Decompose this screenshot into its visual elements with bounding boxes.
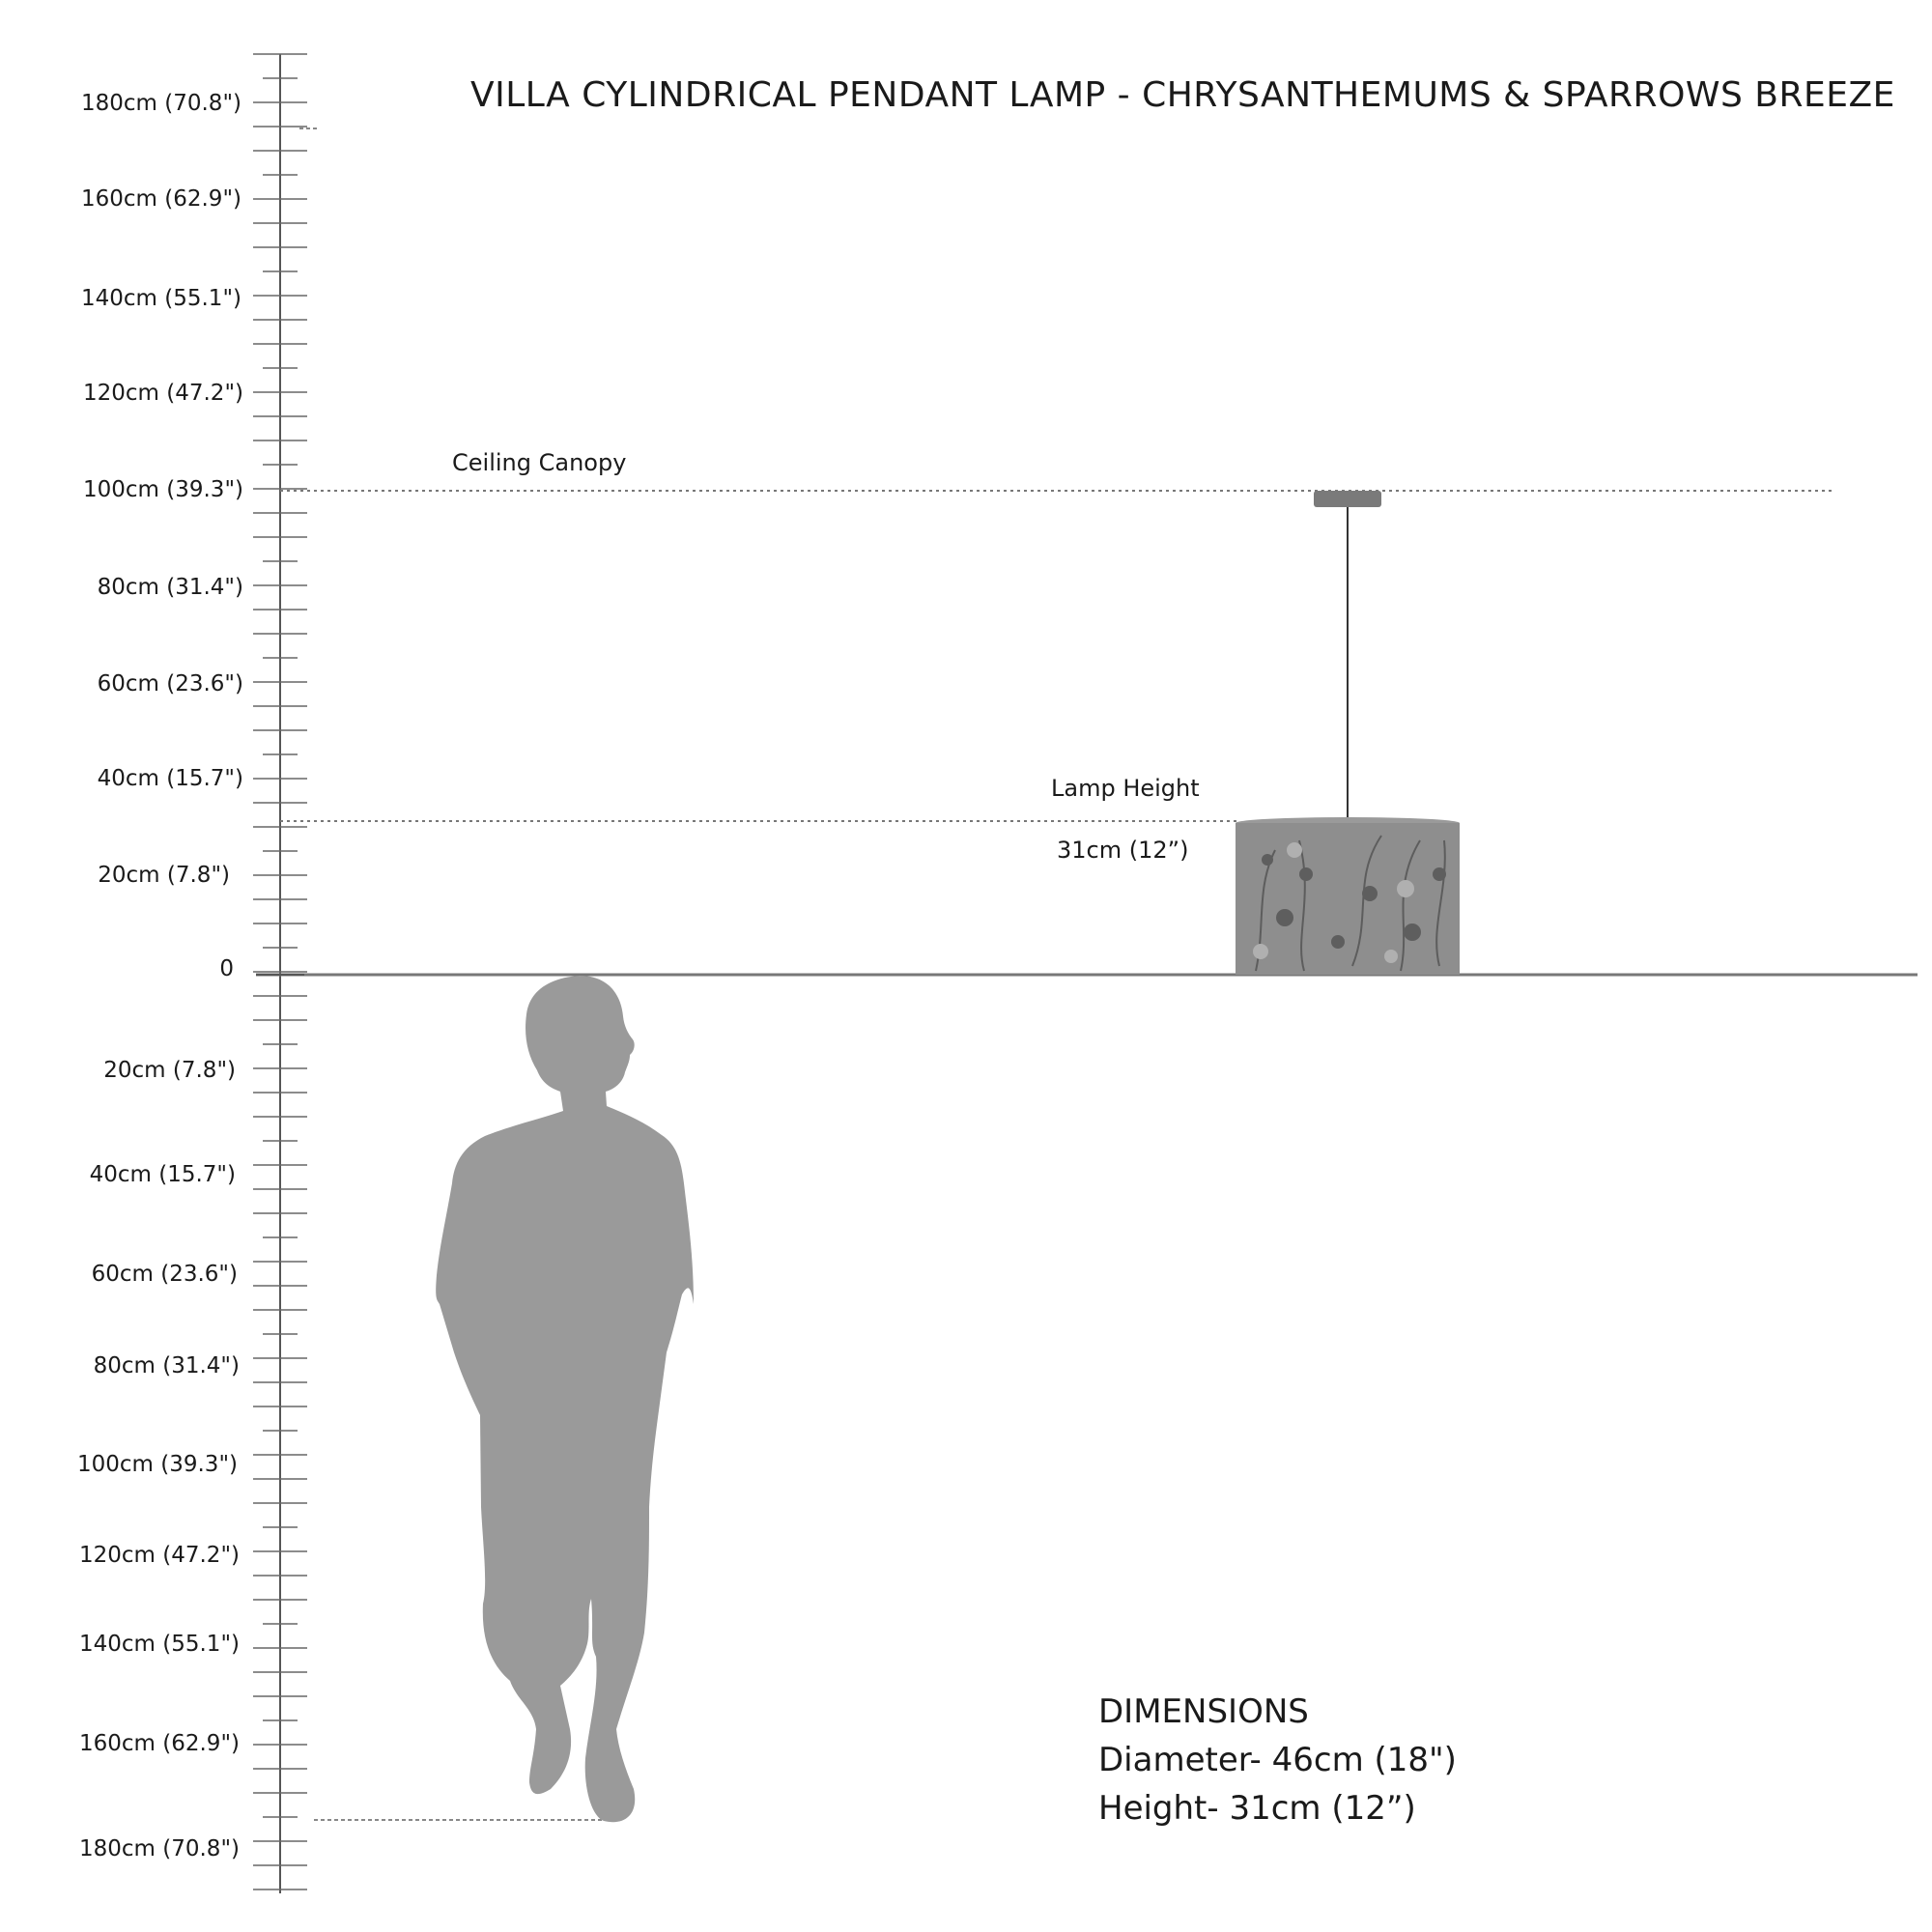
ruler-label-zero: 0 (219, 956, 234, 981)
ceiling-canopy-plate (1314, 491, 1381, 507)
pendant-lamp (1236, 491, 1460, 975)
human-silhouette (436, 976, 694, 1822)
ruler-label-bottom-60: 60cm (23.6") (91, 1262, 238, 1287)
lamp-height-label: Lamp Height (1051, 775, 1200, 802)
ruler-label-top-40: 40cm (15.7") (97, 766, 243, 791)
dimensions-diameter: Diameter- 46cm (18") (1098, 1741, 1457, 1779)
page-title: VILLA CYLINDRICAL PENDANT LAMP - CHRYSANTHEMUMS & SPARROWS BREEZE (470, 75, 1895, 115)
ruler-label-bottom-80: 80cm (31.4") (93, 1353, 240, 1378)
ruler-label-top-120: 120cm (47.2") (83, 381, 243, 406)
ceiling-canopy-label: Ceiling Canopy (452, 449, 627, 476)
ruler-label-bottom-120: 120cm (47.2") (79, 1543, 240, 1568)
ruler-label-top-140: 140cm (55.1") (81, 286, 242, 311)
ruler-label-top-160: 160cm (62.9") (81, 186, 242, 212)
ruler-label-top-180: 180cm (70.8") (81, 91, 242, 116)
dimensions-height: Height- 31cm (12”) (1098, 1789, 1416, 1828)
ruler-label-bottom-180: 180cm (70.8") (79, 1836, 240, 1861)
dimensions-block (1098, 1688, 1457, 1833)
lamp-shade (1236, 823, 1460, 975)
ruler-label-top-60: 60cm (23.6") (97, 671, 243, 696)
ruler-label-top-20: 20cm (7.8") (98, 863, 230, 888)
lamp-height-value: 31cm (12”) (1057, 837, 1189, 864)
ruler-label-top-100: 100cm (39.3") (83, 477, 243, 502)
ruler-label-bottom-20: 20cm (7.8") (103, 1058, 236, 1083)
ruler-label-top-80: 80cm (31.4") (97, 575, 243, 600)
ruler-label-bottom-100: 100cm (39.3") (77, 1452, 238, 1477)
dimensions-heading: DIMENSIONS (1098, 1692, 1309, 1731)
ruler-label-bottom-40: 40cm (15.7") (89, 1162, 236, 1187)
ruler-label-bottom-160: 160cm (62.9") (79, 1731, 240, 1756)
ruler-label-bottom-140: 140cm (55.1") (79, 1632, 240, 1657)
